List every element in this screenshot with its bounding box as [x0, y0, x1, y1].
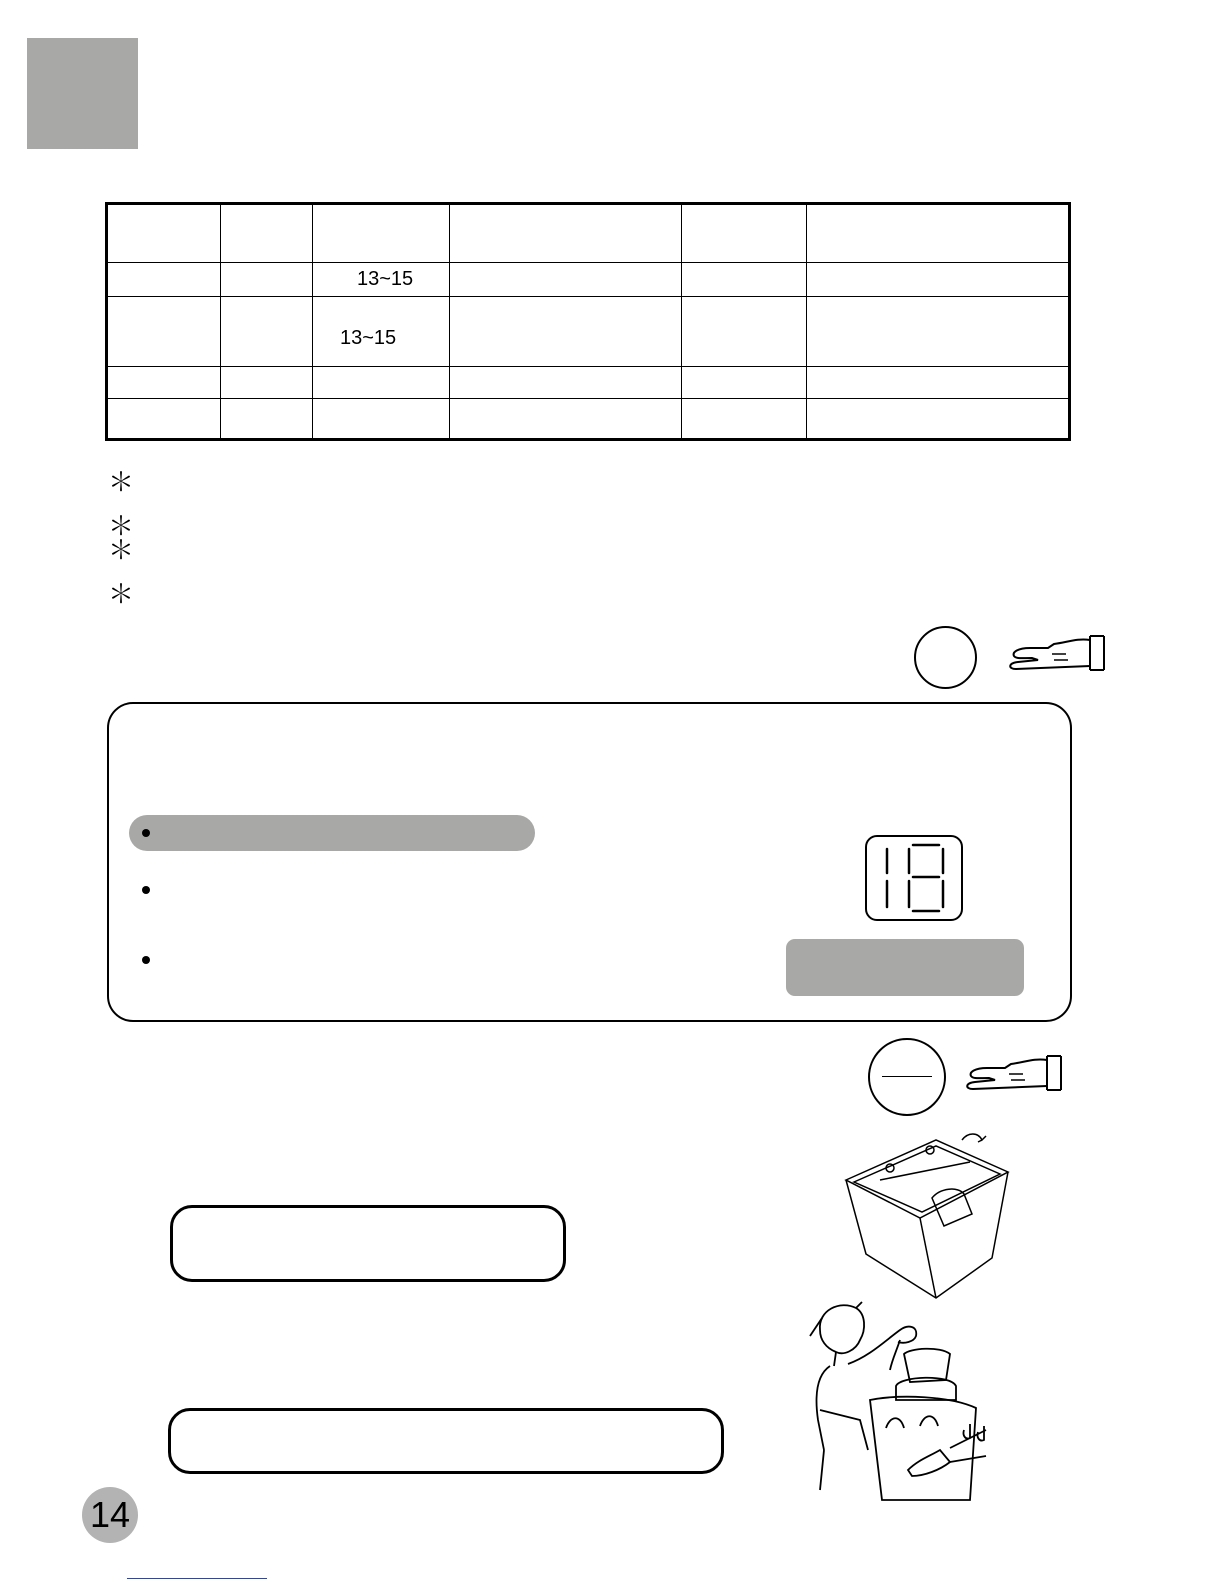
table-cell — [682, 204, 807, 263]
table-cell — [450, 297, 682, 367]
table-cell — [313, 399, 450, 440]
table-cell — [682, 263, 807, 297]
bullet-icon — [142, 829, 150, 837]
note-marker: ＊ — [108, 512, 135, 542]
bullet-icon — [142, 956, 150, 964]
table-cell — [107, 367, 221, 399]
note-marker: ＊ — [108, 580, 135, 610]
table-row — [107, 263, 1070, 297]
table-cell — [107, 204, 221, 263]
table-cell — [807, 263, 1070, 297]
table-cell — [807, 297, 1070, 367]
table-row — [107, 297, 1070, 367]
footer-link-underline — [127, 1578, 267, 1579]
table-cell — [221, 297, 313, 367]
table-cell — [450, 367, 682, 399]
table-cell — [313, 204, 450, 263]
pointing-hand-icon — [1008, 634, 1108, 674]
woman-laundry-illustration — [800, 1300, 1000, 1515]
washing-machine-illustration — [840, 1122, 1010, 1307]
info-callout-box — [168, 1408, 724, 1474]
table-cell — [221, 399, 313, 440]
table-cell — [807, 367, 1070, 399]
table-cell — [221, 367, 313, 399]
table-cell — [450, 399, 682, 440]
table-row — [107, 399, 1070, 440]
table-cell — [221, 204, 313, 263]
table-cell — [107, 399, 221, 440]
seven-segment-digits-icon — [867, 837, 961, 919]
table-cell — [107, 263, 221, 297]
digit-display — [865, 835, 963, 921]
table-cell — [682, 399, 807, 440]
table-cell — [221, 263, 313, 297]
note-marker: ＊ — [108, 468, 135, 498]
info-callout-box — [170, 1205, 566, 1282]
table-cell — [450, 204, 682, 263]
display-caption-bar — [786, 939, 1024, 996]
table-cell — [807, 399, 1070, 440]
bullet-icon — [142, 886, 150, 894]
start-pause-button-icon — [868, 1038, 946, 1116]
table-row — [107, 367, 1070, 399]
table-cell — [682, 297, 807, 367]
table-cell — [450, 263, 682, 297]
table-cell — [807, 204, 1070, 263]
table-cell — [313, 367, 450, 399]
note-marker: ＊ — [108, 536, 135, 566]
table-cell: 13~15 — [313, 263, 450, 297]
table-cell — [107, 297, 221, 367]
spec-table-container — [105, 202, 1071, 441]
table-cell: 13~15 — [313, 297, 450, 367]
section-marker-block — [27, 38, 138, 149]
table-cell — [682, 367, 807, 399]
table-row — [107, 204, 1070, 263]
page-number-badge: 14 — [82, 1487, 138, 1543]
pointing-hand-icon — [965, 1054, 1065, 1094]
program-button-icon — [914, 626, 977, 689]
highlight-bar — [129, 815, 535, 851]
spec-table — [105, 202, 1071, 441]
